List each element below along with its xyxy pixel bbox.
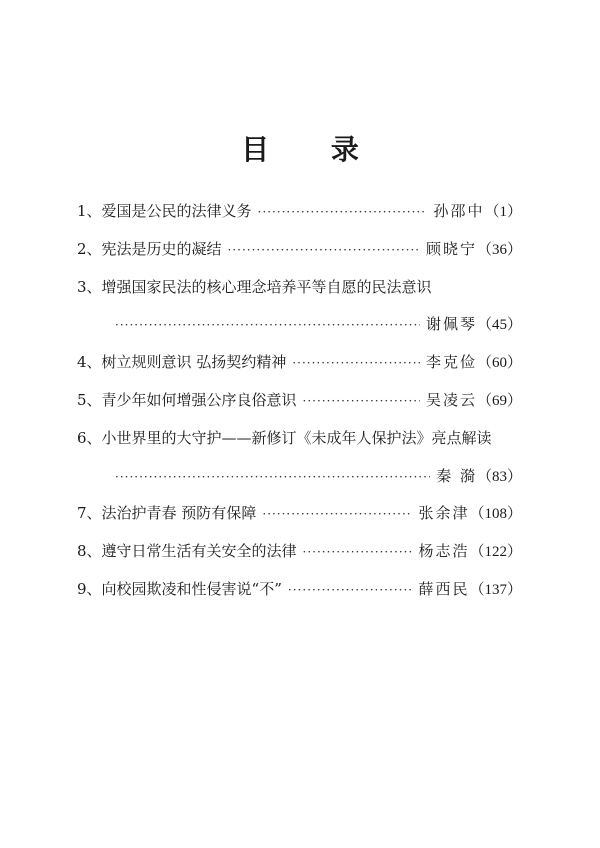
dot-leader: [303, 394, 420, 408]
toc-entry-author: 谢佩琴: [425, 315, 477, 334]
toc-entry-4[interactable]: [77, 351, 522, 389]
dot-leader: [115, 318, 420, 332]
dot-leader: [288, 583, 413, 597]
toc-entry-title: 5、青少年如何增强公序良俗意识: [77, 390, 297, 409]
toc-entry-author: 杨志浩: [418, 542, 470, 561]
toc-entry-author: 薛西民: [418, 579, 470, 598]
toc-entry-3-continuation[interactable]: [77, 313, 522, 351]
toc-entry-page: （83）: [476, 468, 522, 485]
toc-entry-page: （108）: [469, 506, 522, 523]
toc-entry-page: （1）: [484, 204, 522, 220]
toc-entry-author: 孙邵中: [433, 202, 485, 220]
toc-entry-2[interactable]: [77, 238, 522, 276]
page-title: 目 录: [241, 133, 385, 166]
dot-leader: [262, 507, 412, 521]
dot-leader: [292, 356, 420, 370]
toc-entry-page: （69）: [476, 392, 522, 409]
toc-entry-5[interactable]: [77, 389, 522, 427]
toc-entry-page: （122）: [469, 544, 522, 561]
toc-entry-author: 李克俭: [425, 353, 477, 372]
dot-leader: [228, 243, 420, 257]
toc-entry-title: 8、遵守日常生活有关安全的法律: [77, 542, 297, 561]
dot-leader: [115, 470, 430, 484]
toc-entry-author: 秦 漪: [436, 466, 477, 485]
toc-entry-page: （137）: [469, 581, 522, 598]
toc-entry-page: （60）: [476, 355, 522, 372]
toc-entry-6-continuation[interactable]: [77, 465, 522, 503]
toc-entry-title: 3、增强国家民法的核心理念培养平等自愿的民法意识: [77, 277, 432, 296]
toc-entry-title: 6、小世界里的大守护——新修订《未成年人保护法》亮点解读: [77, 428, 492, 447]
toc-entry-title: 7、法治护青春 预防有保障: [77, 504, 257, 523]
toc-entry-6[interactable]: [77, 427, 522, 465]
toc-entry-title: 9、向校园欺凌和性侵害说“不”: [77, 579, 282, 598]
toc-entry-7[interactable]: [77, 502, 522, 540]
toc-entry-author: 顾晓宁: [425, 239, 477, 258]
toc-entry-page: （45）: [476, 317, 522, 334]
dot-leader: [258, 205, 428, 219]
toc-entry-author: 张余津: [418, 504, 470, 523]
toc-entry-3[interactable]: [77, 276, 522, 314]
toc-entry-author: 吴凌云: [425, 390, 477, 409]
table-of-contents: [77, 200, 522, 616]
toc-entry-title: 1、爱国是公民的法律义务: [77, 202, 252, 220]
toc-entry-9[interactable]: [77, 578, 522, 616]
toc-entry-8[interactable]: [77, 540, 522, 578]
toc-entry-1[interactable]: [77, 200, 522, 238]
toc-entry-title: 2、宪法是历史的凝结: [77, 239, 222, 258]
dot-leader: [303, 545, 413, 559]
toc-entry-page: （36）: [476, 241, 522, 258]
toc-entry-title: 4、树立规则意识 弘扬契约精神: [77, 353, 287, 372]
